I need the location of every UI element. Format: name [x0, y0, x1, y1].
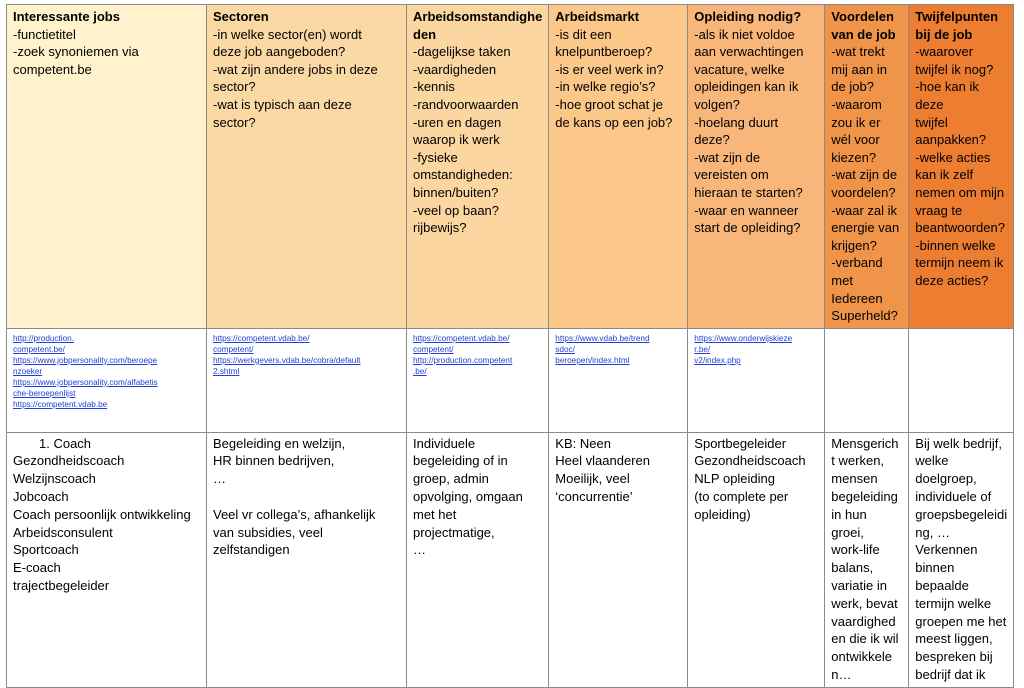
header-title: Arbeidsmarkt: [555, 9, 640, 24]
header-twijfelpunten: [909, 5, 1014, 329]
entry-row: [7, 432, 1014, 687]
header-line: -functietitel: [13, 26, 76, 42]
entry-line: [213, 488, 400, 506]
header-line: vacature, welke: [694, 61, 785, 77]
entry-line: bepaalde: [915, 578, 969, 594]
header-line: aan verwachtingen: [694, 44, 804, 60]
header-arbeidsomstandigheden: [407, 5, 549, 329]
header-line: rijbewijs?: [413, 220, 467, 236]
header-line: hieraan te starten?: [694, 184, 803, 200]
entry-line: zelfstandigen: [213, 542, 290, 558]
entry-voordelen: [825, 432, 909, 687]
entry-line: Moeilijk, veel: [555, 471, 630, 487]
header-line: energie van: [831, 220, 900, 236]
header-arbeidsmarkt: [549, 5, 688, 329]
header-line: -wat zijn de: [831, 167, 898, 183]
link-text[interactable]: competent.be/: [13, 344, 65, 354]
header-opleiding: [688, 5, 825, 329]
header-line: -waar en wanneer: [694, 202, 799, 218]
header-title: Opleiding nodig?: [694, 9, 802, 24]
header-line: -hoe kan ik deze: [915, 79, 979, 112]
entry-line: projectmatige,: [413, 524, 495, 540]
header-title: Twijfelpunten: [915, 9, 999, 24]
header-line: binnen/buiten?: [413, 184, 499, 200]
header-line: zou ik er: [831, 114, 881, 130]
header-line: sector?: [213, 114, 256, 130]
entry-line: Individuele: [413, 435, 476, 451]
entry-arbeidsomstandigheden: [407, 432, 549, 687]
entry-line: variatie in: [831, 578, 887, 594]
header-line: competent.be: [13, 61, 92, 77]
link-text[interactable]: https://www.jobpersonality.com/beroepe: [13, 355, 158, 365]
link-text[interactable]: v2/index.php: [694, 355, 741, 365]
entry-line: Sportcoach: [13, 542, 79, 558]
links-opleiding: [688, 328, 825, 432]
header-line: knelpuntberoep?: [555, 44, 653, 60]
link-text[interactable]: https://competent.vdab.be/: [413, 333, 510, 343]
entry-line: Begeleiding en welzijn,: [213, 435, 346, 451]
entry-line: vaardighed: [831, 613, 896, 629]
entry-line: groep, admin: [413, 471, 489, 487]
links-voordelen-empty: [825, 328, 909, 432]
entry-line: balans,: [831, 560, 874, 576]
header-line: termijn neem ik: [915, 255, 1004, 271]
entry-line: bespreken bij: [915, 649, 993, 665]
entry-line: opvolging, omgaan: [413, 489, 523, 505]
entry-line: welke: [915, 453, 949, 469]
header-line: volgen?: [694, 96, 740, 112]
header-line: -randvoorwaarden: [413, 96, 519, 112]
entry-line: t werken,: [831, 453, 885, 469]
header-line: omstandigheden:: [413, 167, 513, 183]
link-text[interactable]: http://production.competent: [413, 355, 513, 365]
entry-line: groepen me het: [915, 613, 1007, 629]
header-line: Superheld?: [831, 308, 898, 324]
entry-line: Sportbegeleider: [694, 435, 787, 451]
entry-line: mensen: [831, 471, 878, 487]
entry-line: in hun: [831, 506, 867, 522]
entry-line: Mensgerich: [831, 435, 899, 451]
header-line: krijgen?: [831, 237, 877, 253]
entry-line: werk, bevat: [831, 595, 898, 611]
entry-line: Verkennen: [915, 542, 978, 558]
header-line: -hoe groot schat je: [555, 96, 663, 112]
header-line: -als ik niet voldoe: [694, 26, 795, 42]
entry-line: (to complete per: [694, 489, 789, 505]
header-line: -fysieke: [413, 149, 458, 165]
header-title: den: [413, 26, 437, 42]
header-line: vereisten om: [694, 167, 769, 183]
numbered-item: 1. Coach: [39, 435, 92, 451]
entry-line: Welzijnscoach: [13, 471, 96, 487]
header-line: -vaardigheden: [413, 61, 497, 77]
entry-arbeidsmarkt: [549, 432, 688, 687]
entry-line: en die ik wil: [831, 631, 899, 647]
link-text[interactable]: https://werkgevers.vdab.be/cobra/default: [213, 355, 361, 365]
header-line: -veel op baan?: [413, 202, 500, 218]
entry-line: HR binnen bedrijven,: [213, 453, 335, 469]
header-sectoren: [207, 5, 407, 329]
header-line: wél voor: [831, 132, 880, 148]
link-text[interactable]: nzoeker: [13, 366, 43, 376]
entry-line: ‘concurrentie’: [555, 489, 633, 505]
link-text[interactable]: https://competent.vdab.be/: [213, 333, 310, 343]
link-text[interactable]: https://competent.vdab.be: [13, 399, 108, 409]
link-text[interactable]: beroepen/index.html: [555, 355, 630, 365]
header-title: Interessante jobs: [13, 9, 120, 24]
header-line: kan ik zelf: [915, 167, 974, 183]
header-line: -zoek synoniemen via: [13, 44, 139, 60]
header-line: -binnen welke: [915, 237, 996, 253]
header-line: twijfel: [915, 114, 948, 130]
entry-line: KB: Neen: [555, 435, 611, 451]
entry-line: NLP opleiding: [694, 471, 776, 487]
links-arbeidsomstandigheden: [407, 328, 549, 432]
entry-line: met het: [413, 506, 457, 522]
entry-line: Coach persoonlijk ontwikkeling: [13, 506, 191, 522]
header-row: [7, 5, 1014, 329]
header-line: deze?: [694, 132, 730, 148]
entry-line: opleiding): [694, 506, 751, 522]
entry-opleiding: [688, 432, 825, 687]
link-text[interactable]: 2.shtml: [213, 366, 240, 376]
entry-line: Gezondheidscoach: [13, 453, 125, 469]
entry-line: binnen: [915, 560, 955, 576]
header-line: -waarover: [915, 44, 974, 60]
header-line: -hoelang duurt: [694, 114, 779, 130]
header-line: -waarom: [831, 96, 882, 112]
header-title: Arbeidsomstandighe: [413, 9, 543, 24]
header-interessante-jobs: [7, 5, 207, 329]
link-text[interactable]: competent/: [413, 344, 454, 354]
header-line: waarop ik werk: [413, 132, 500, 148]
header-line: nemen om mijn: [915, 184, 1005, 200]
header-line: voordelen?: [831, 184, 896, 200]
entry-sectoren: [207, 432, 407, 687]
header-line: kiezen?: [831, 149, 877, 165]
link-text[interactable]: https://www.onderwijskieze: [694, 333, 793, 343]
entry-line: work-life: [831, 542, 880, 558]
header-line: Iedereen: [831, 290, 883, 306]
entry-line: Heel vlaanderen: [555, 453, 650, 469]
job-exploration-table: [6, 4, 1014, 688]
header-line: de kans op een job?: [555, 114, 673, 130]
links-row: [7, 328, 1014, 432]
header-line: -verband: [831, 255, 883, 271]
entry-line: bedrijf dat ik: [915, 667, 986, 683]
entry-line: groei,: [831, 524, 864, 540]
link-text[interactable]: sdoc/: [555, 344, 575, 354]
link-text[interactable]: che-beroepenlijst: [13, 388, 76, 398]
entry-line: Veel vr collega’s, afhankelijk: [213, 506, 376, 522]
entry-line: van subsidies, veel: [213, 524, 323, 540]
entry-line: termijn welke: [915, 595, 992, 611]
link-text[interactable]: .be/: [413, 366, 427, 376]
header-line: -wat zijn andere jobs in deze: [213, 61, 378, 77]
links-sectoren: [207, 328, 407, 432]
links-interessante-jobs: [7, 328, 207, 432]
header-line: -is dit een: [555, 26, 612, 42]
header-line: sector?: [213, 79, 256, 95]
header-line: vraag te: [915, 202, 963, 218]
entry-line: begeleiding: [831, 489, 898, 505]
header-line: -wat zijn de: [694, 149, 761, 165]
header-line: -waar zal ik: [831, 202, 898, 218]
header-line: -dagelijkse taken: [413, 44, 511, 60]
entry-line: begeleiding of in: [413, 453, 508, 469]
link-text[interactable]: competent/: [213, 344, 254, 354]
header-line: met: [831, 272, 853, 288]
links-twijfelpunten-empty: [909, 328, 1014, 432]
links-arbeidsmarkt: [549, 328, 688, 432]
header-title: van de job: [831, 26, 896, 42]
header-title: Voordelen: [831, 9, 894, 24]
header-line: deze job aangeboden?: [213, 44, 346, 60]
link-text[interactable]: http://production.: [13, 333, 74, 343]
entry-line: Jobcoach: [13, 489, 69, 505]
header-title: Sectoren: [213, 9, 269, 24]
entry-line: E-coach: [13, 560, 61, 576]
header-voordelen: [825, 5, 909, 329]
header-line: -is er veel werk in?: [555, 61, 664, 77]
header-line: -wat trekt: [831, 44, 885, 60]
header-line: beantwoorden?: [915, 220, 1005, 236]
header-line: start de opleiding?: [694, 220, 801, 236]
entry-twijfelpunten: [909, 432, 1014, 687]
header-line: -kennis: [413, 79, 455, 95]
link-text[interactable]: https://www.vdab.be/trend: [555, 333, 650, 343]
header-line: twijfel ik nog?: [915, 61, 994, 77]
entry-line: …: [213, 471, 226, 487]
entry-line: n…: [831, 667, 852, 683]
entry-line: ng, …: [915, 524, 950, 540]
entry-line: Bij welk bedrijf,: [915, 435, 1002, 451]
entry-line: trajectbegeleider: [13, 578, 110, 594]
header-line: -wat is typisch aan deze: [213, 96, 352, 112]
header-line: -welke acties: [915, 149, 991, 165]
entry-line: groepsbegeleidi: [915, 506, 1008, 522]
header-line: aanpakken?: [915, 132, 987, 148]
header-line: de job?: [831, 79, 874, 95]
header-line: -in welke sector(en) wordt: [213, 26, 362, 42]
entry-interessante-jobs: [7, 432, 207, 687]
header-line: -uren en dagen: [413, 114, 502, 130]
entry-line: individuele of: [915, 489, 992, 505]
entry-line: Gezondheidscoach: [694, 453, 806, 469]
header-line: opleidingen kan ik: [694, 79, 799, 95]
link-text[interactable]: r.be/: [694, 344, 711, 354]
header-line: mij aan in: [831, 61, 887, 77]
entry-line: doelgroep,: [915, 471, 977, 487]
entry-line: meest liggen,: [915, 631, 993, 647]
header-line: -in welke regio’s?: [555, 79, 656, 95]
entry-line: ontwikkele: [831, 649, 892, 665]
entry-line: …: [413, 542, 426, 558]
header-line: deze acties?: [915, 272, 989, 288]
link-text[interactable]: https://www.jobpersonality.com/alfabetis: [13, 377, 158, 387]
entry-line: Arbeidsconsulent: [13, 524, 113, 540]
header-title: bij de job: [915, 26, 973, 42]
